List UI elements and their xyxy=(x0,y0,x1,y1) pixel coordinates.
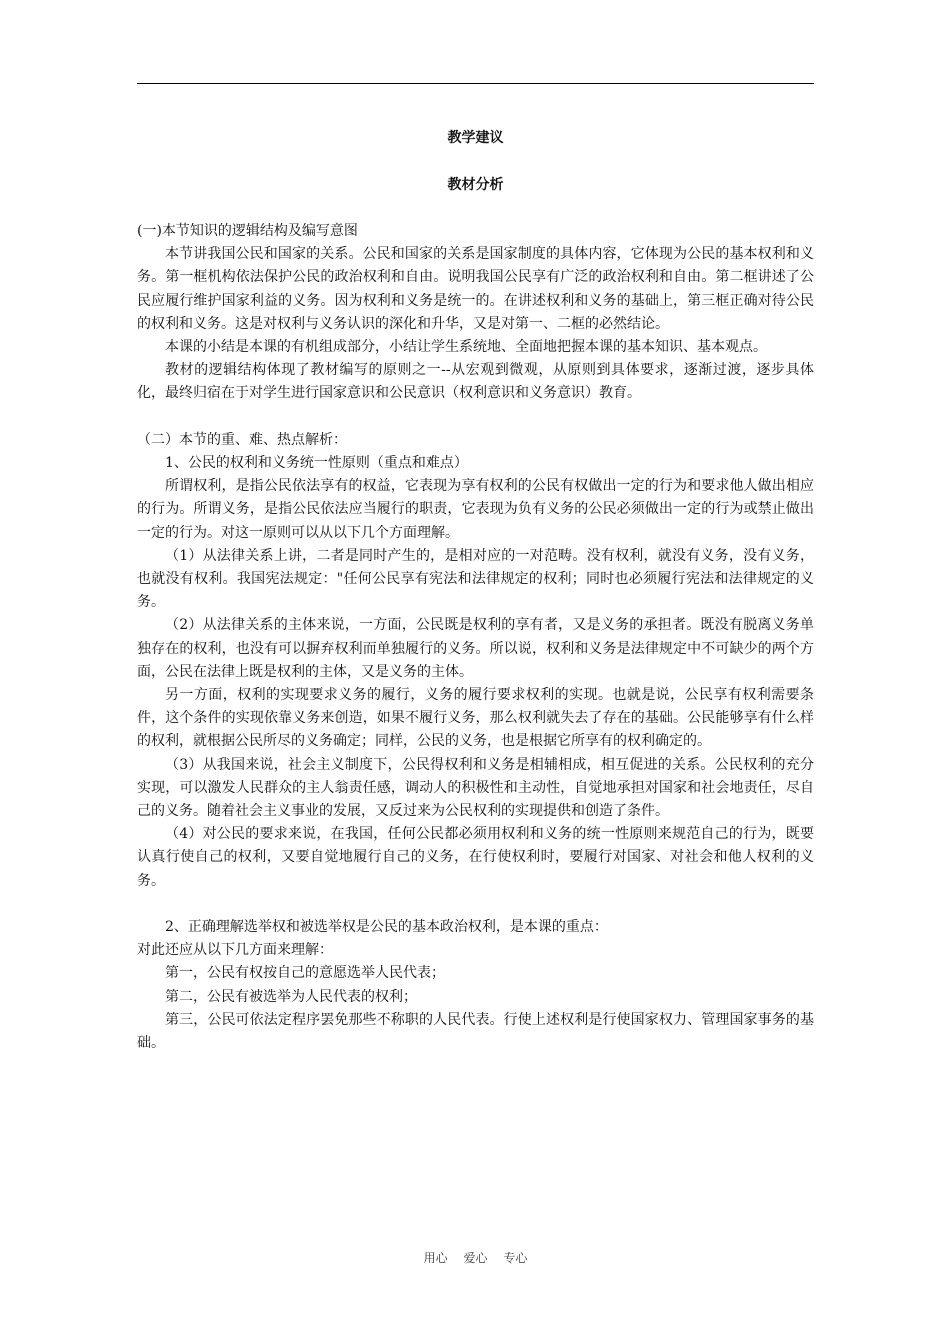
page-footer xyxy=(137,1249,814,1267)
body-paragraph: （3）从我国来说，社会主义制度下，公民得权利和义务是相辅相成，相互促进的关系。公民权利的充分实现，可以激发人民群众的主人翁责任感，调动人的积极性和主动性，自觉地承担对国家和社会地责任，尽自己的义务。随着社会主义事业的发展，又反过来为公民权利的实现提供和创造了条件。 xyxy=(137,756,814,820)
body-paragraph: 本课的小结是本课的有机组成部分，小结让学生系统地、全面地把握本课的基本知识、基本观点。 xyxy=(165,339,767,356)
section-heading-structure: (一)本节知识的逻辑结构及编写意图 xyxy=(137,223,358,239)
header-rule xyxy=(137,83,814,84)
footer-text: 爱心 xyxy=(463,1251,488,1265)
body-paragraph: 另一方面，权利的实现要求义务的履行，义务的履行要求权利的实现。也就是说，公民享有权利需要条件，这个条件的实现依靠义务来创造，如果不履行义务，那么权利就失去了存在的基础。公民能够享有什么样的权利，就根据公民所尽的义务确定；同样，公民的义务，也是根据它所享有的权利确定的。 xyxy=(137,687,814,750)
body-paragraph: （4）对公民的要求来说，在我国，任何公民都必须用权利和义务的统一性原则来规范自己的行为，既要认真行使自己的权利，又要自觉地履行自己的义务，在行使权利时，要履行对国家、对社会和他人权利的义务。 xyxy=(137,826,814,889)
body-paragraph: （1）从法律关系上讲，二者是同时产生的，是相对应的一对范畴。没有权利，就没有义务，没有义务，也就没有权利。我国宪法规定："任何公民享有宪法和法律规定的权利；同时也必须履行宪法和法律规定的义务。 xyxy=(137,547,814,611)
list-item: 第三，公民可依法定程序罢免那些不称职的人民代表。行使上述权利是行使国家权力、管理国家事务的基础。 xyxy=(137,1011,814,1052)
subsection-heading: 1、公民的权利和义务统一性原则（重点和难点） xyxy=(165,455,468,472)
page-title: 教学建议 xyxy=(447,130,504,146)
body-paragraph: 教材的逻辑结构体现了教材编写的原则之一--从宏观到微观，从原则到具体要求，逐渐过渡，逐步具体化，最终归宿在于对学生进行国家意识和公民意识（权利意识和义务意识）教育。 xyxy=(137,362,814,402)
section-heading-analysis: （二）本节的重、难、热点解析： xyxy=(137,431,347,448)
body-paragraph: 本节讲我国公民和国家的关系。公民和国家的关系是国家制度的具体内容，它体现为公民的基本权利和义务。第一框机构依法保护公民的政治权利和自由。说明我国公民享有广泛的政治权利和自由。第二框讲述了公民应履行维护国家利益的义务。因为权利和义务是统一的。在讲述权利和义务的基础上，第三框正确对待公民的权利和义务。这是对权利与义务认识的深化和升华，又是对第一、二框的必然结论。 xyxy=(137,246,814,332)
paragraph-gap xyxy=(137,893,814,916)
body-paragraph: 所谓权利，是指公民依法享有的权益，它表现为享有权利的公民有权做出一定的行为和要求他人做出相应的行为。所谓义务，是指公民依法应当履行的职责，它表现为负有义务的公民必须做出一定的行为或禁止做出一定的行为。对这一原则可以从以下几个方面理解。 xyxy=(137,478,814,541)
section-subtitle: 教材分析 xyxy=(447,177,504,193)
body-paragraph: 对此还应从以下几方面来理解： xyxy=(137,942,333,959)
footer-text: 专心 xyxy=(503,1251,528,1265)
subsection-heading: 2、正确理解选举权和被选举权是公民的基本政治权利，是本课的重点： xyxy=(165,919,608,936)
document-body xyxy=(137,220,814,1055)
list-item: 第二，公民有被选举为人民代表的权利； xyxy=(165,988,417,1005)
footer-text: 用心 xyxy=(423,1251,448,1265)
paragraph-gap xyxy=(137,406,814,429)
body-paragraph: （2）从法律关系的主体来说，一方面，公民既是权利的享有者，又是义务的承担者。既没有脱离义务单独存在的权利，也没有可以摒弃权利而单独履行的义务。所以说，权利和义务是法律规定中不可缺少的两个方面，公民在法律上既是权利的主体，又是义务的主体。 xyxy=(137,617,814,680)
list-item: 第一，公民有权按自己的意愿选举人民代表； xyxy=(165,965,445,982)
